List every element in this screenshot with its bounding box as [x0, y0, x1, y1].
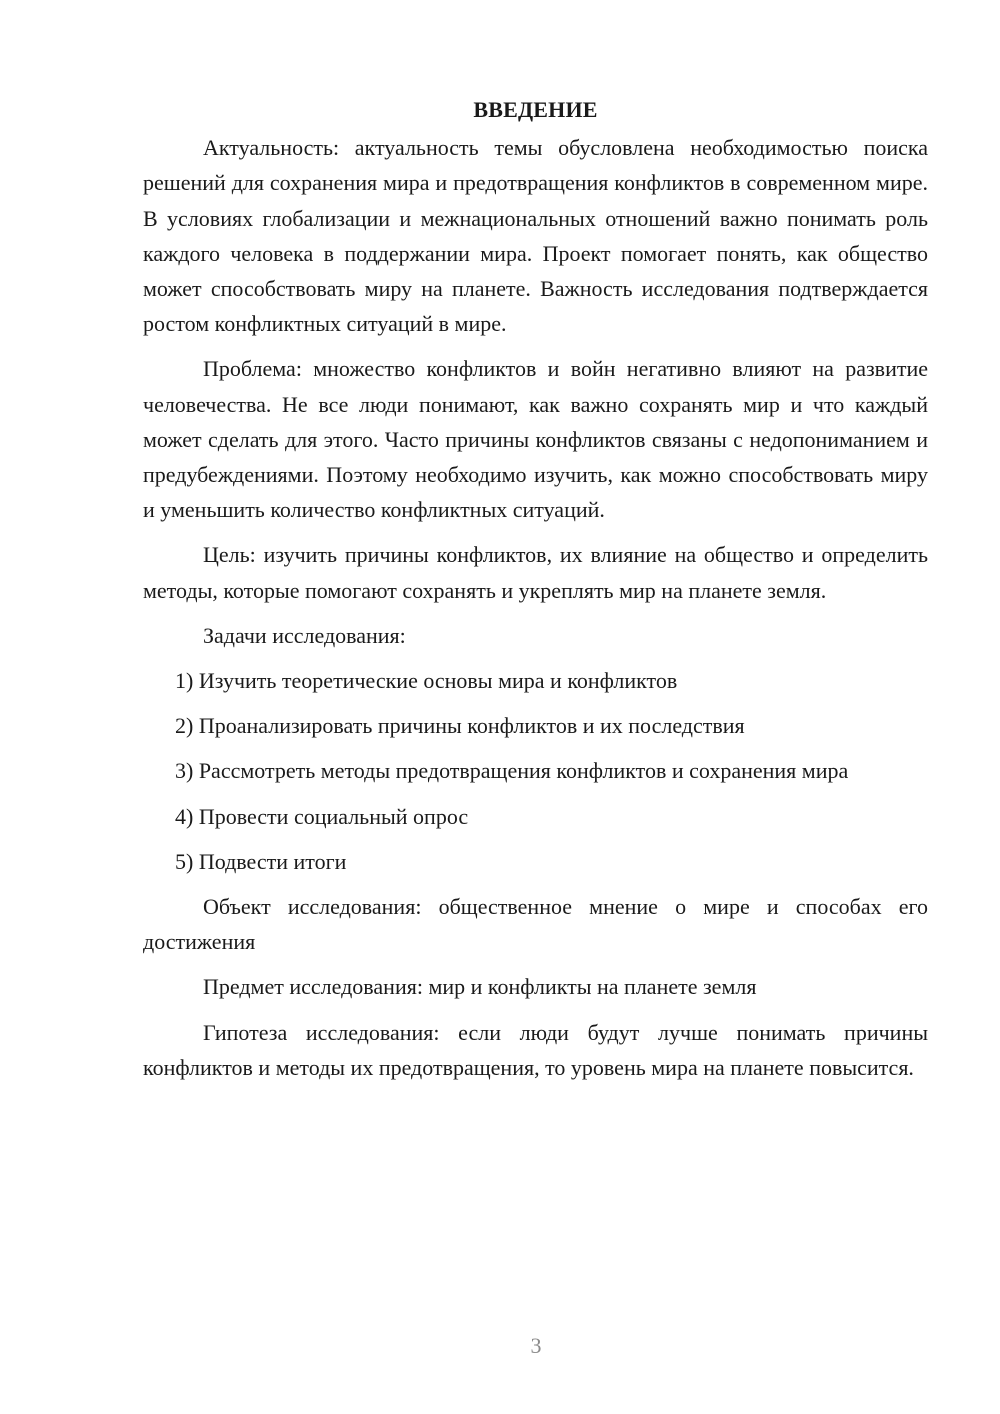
subject-paragraph: Предмет исследования: мир и конфликты на планете земля — [203, 974, 757, 1000]
relevance-paragraph: Актуальность: актуальность темы обусловлена необходимостью поиска решений для сохранения мира и предотвращения конфликтов в современном мире. В условиях глобализации и межнациональных отношений важно понимать роль каждого человека в поддержании мира. Проект помогает понять, как общество может способствовать миру на планете. Важность исследования подтверждается ростом конфликтных ситуаций в мире. — [143, 135, 928, 337]
list-item: 5) Подвести итоги — [175, 848, 347, 874]
list-item: 4) Провести социальный опрос — [175, 803, 469, 829]
page-number: 3 — [530, 1333, 542, 1358]
document-page — [143, 92, 928, 1085]
list-item: 1) Изучить теоретические основы мира и конфликтов — [175, 668, 678, 694]
goal-paragraph: Цель: изучить причины конфликтов, их влияние на общество и определить методы, которые помогают сохранять и укреплять мир на планете земля. — [143, 542, 928, 603]
tasks-heading: Задачи исследования: — [203, 622, 406, 648]
tasks-list — [143, 663, 928, 879]
hypothesis-paragraph: Гипотеза исследования: если люди будут лучше понимать причины конфликтов и методы их предотвращения, то уровень мира на планете повысится. — [143, 1019, 928, 1080]
page-title: ВВЕДЕНИЕ — [473, 97, 598, 122]
problem-paragraph: Проблема: множество конфликтов и войн негативно влияют на развитие человечества. Не все люди понимают, как важно сохранять мир и что каждый может сделать для этого. Часто причины конфликтов связаны с недопониманием и предубеждениями. Поэтому необходимо изучить, как можно способствовать миру и уменьшить количество конфликтных ситуаций. — [143, 356, 928, 523]
list-item: 3) Рассмотреть методы предотвращения конфликтов и сохранения мира — [175, 758, 849, 784]
list-item: 2) Проанализировать причины конфликтов и их последствия — [175, 713, 745, 739]
object-paragraph: Объект исследования: общественное мнение о мире и способах его достижения — [143, 894, 928, 955]
